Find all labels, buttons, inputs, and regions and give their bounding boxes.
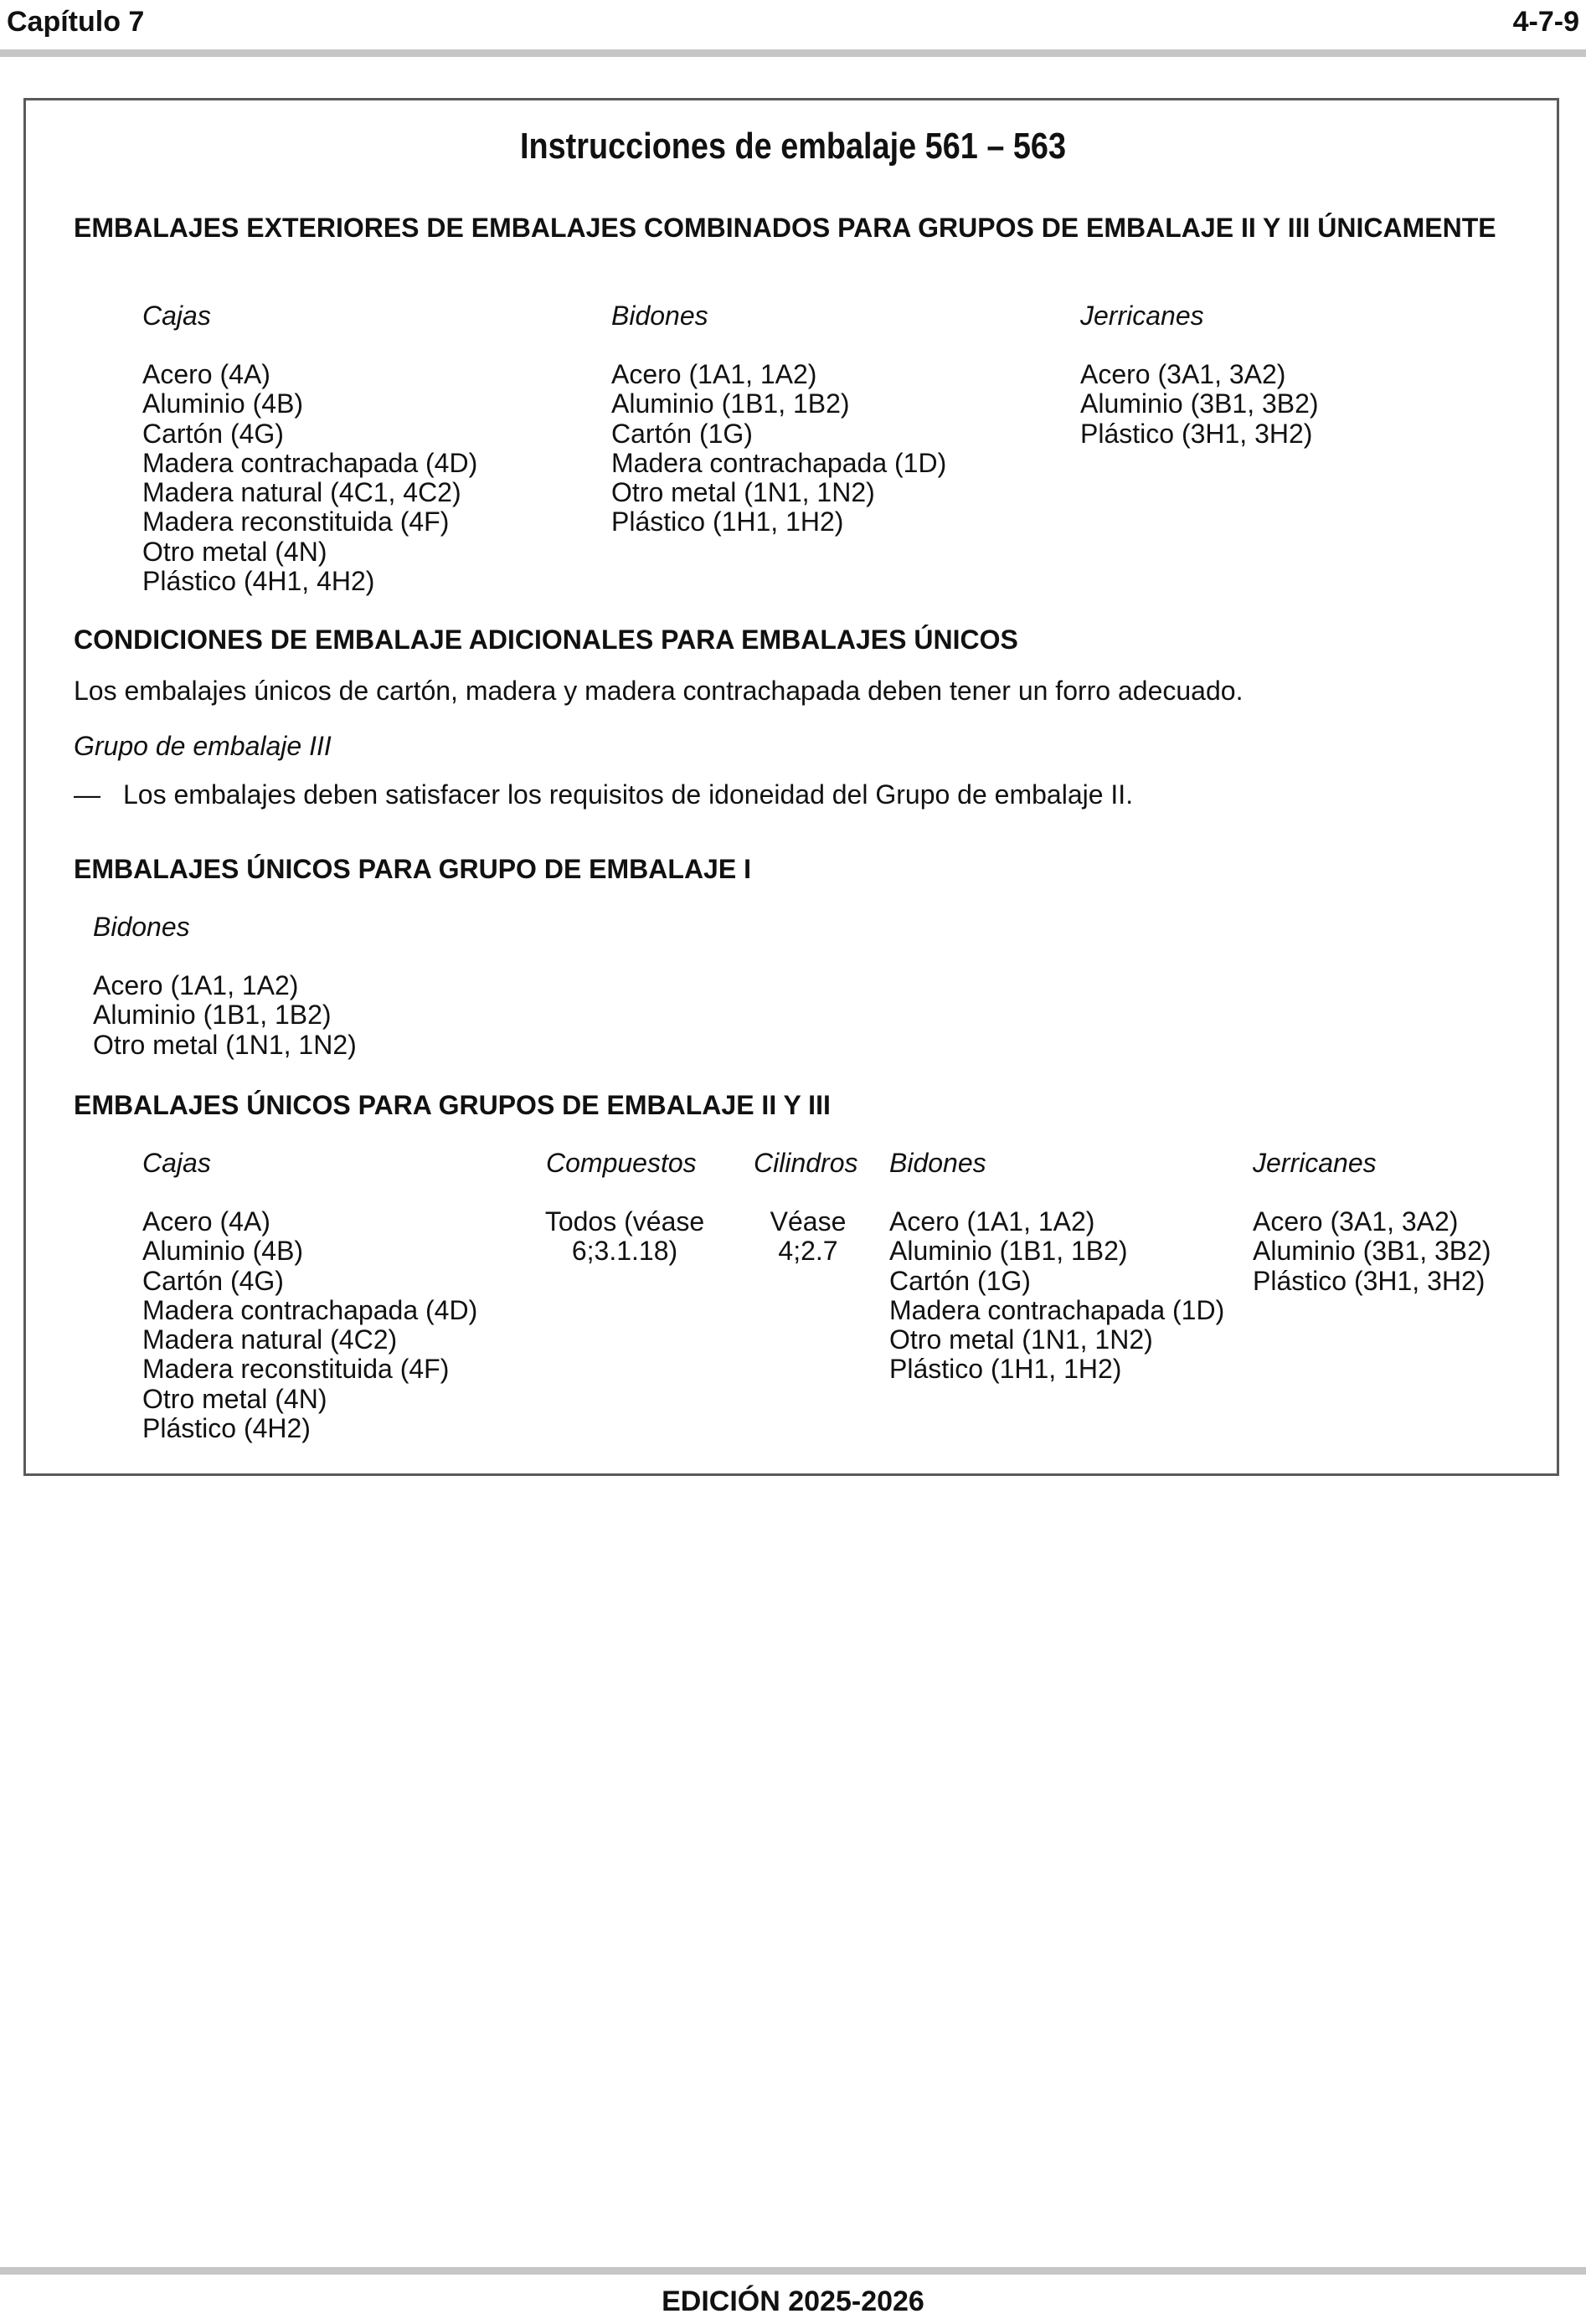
list-item: Cartón (4G) xyxy=(142,1265,284,1296)
list-item: Otro metal (1N1, 1N2) xyxy=(93,1029,357,1060)
footer-rule xyxy=(0,2267,1586,2275)
list-item: Madera reconstituida (4F) xyxy=(142,506,450,537)
list-item: Plástico (1H1, 1H2) xyxy=(611,506,844,537)
list-item: Madera contrachapada (1D) xyxy=(889,1294,1225,1325)
list-item: Acero (1A1, 1A2) xyxy=(611,359,817,389)
list-item: Acero (1A1, 1A2) xyxy=(93,970,299,1000)
list-item: Acero (1A1, 1A2) xyxy=(889,1206,1095,1237)
list-item: 4;2.7 xyxy=(778,1236,838,1267)
header-rule xyxy=(0,49,1586,57)
s1-col-cajas-label: Cajas xyxy=(142,301,211,331)
list-item: Madera contrachapada (4D) xyxy=(142,1294,478,1325)
s4-col-compuestos-label: Compuestos xyxy=(546,1148,697,1178)
s3-bidones-list xyxy=(93,971,357,1060)
s4-compuestos-list xyxy=(536,1207,713,1267)
section4-heading: EMBALAJES ÚNICOS PARA GRUPOS DE EMBALAJE II Y III xyxy=(74,1090,831,1120)
section2-heading: CONDICIONES DE EMBALAJE ADICIONALES PARA EMBALAJES ÚNICOS xyxy=(74,625,1018,655)
list-item: Aluminio (4B) xyxy=(142,388,304,419)
list-item: Cartón (4G) xyxy=(142,418,284,449)
list-item: Madera reconstituida (4F) xyxy=(142,1354,450,1385)
s1-bidones-list xyxy=(611,360,946,537)
section2-bullet: Los embalajes deben satisfacer los requisitos de idoneidad del Grupo de embalaje II. xyxy=(123,779,1134,810)
list-item: Cartón (1G) xyxy=(889,1265,1031,1296)
list-item: Plástico (1H1, 1H2) xyxy=(889,1354,1122,1385)
list-item: Acero (4A) xyxy=(142,1206,270,1237)
list-item: Plástico (3H1, 3H2) xyxy=(1080,418,1313,449)
list-item: Aluminio (1B1, 1B2) xyxy=(93,1000,332,1031)
section2-subheading: Grupo de embalaje III xyxy=(74,731,332,761)
list-item: Madera contrachapada (1D) xyxy=(611,447,947,478)
list-item: Otro metal (1N1, 1N2) xyxy=(611,477,875,508)
s1-col-jerricanes-label: Jerricanes xyxy=(1080,301,1204,331)
s4-cajas-list xyxy=(142,1207,477,1443)
list-item: Véase xyxy=(770,1206,847,1237)
list-item: Madera contrachapada (4D) xyxy=(142,447,478,478)
list-item: Madera natural (4C2) xyxy=(142,1324,398,1355)
chapter-label: Capítulo 7 xyxy=(7,6,145,38)
list-item: Todos (véase xyxy=(544,1206,705,1237)
list-item: Madera natural (4C1, 4C2) xyxy=(142,477,461,508)
edition-footer: EDICIÓN 2025-2026 xyxy=(662,2285,924,2317)
list-item: Acero (4A) xyxy=(142,359,270,389)
list-item: Acero (3A1, 3A2) xyxy=(1080,359,1286,389)
list-item: 6;3.1.18) xyxy=(571,1236,678,1267)
page-number: 4-7-9 xyxy=(1512,6,1579,38)
s1-cajas-list xyxy=(142,360,477,596)
page-title: Instrucciones de embalaje 561 – 563 xyxy=(519,126,1067,167)
s4-col-jerricanes-label: Jerricanes xyxy=(1253,1148,1377,1178)
list-item: Acero (3A1, 3A2) xyxy=(1253,1206,1459,1237)
section2-text: Los embalajes únicos de cartón, madera y madera contrachapada deben tener un forro adecuado. xyxy=(74,676,1244,706)
list-item: Plástico (4H2) xyxy=(142,1413,311,1444)
section3-heading: EMBALAJES ÚNICOS PARA GRUPO DE EMBALAJE I xyxy=(74,854,751,884)
section1-heading: EMBALAJES EXTERIORES DE EMBALAJES COMBINADOS PARA GRUPOS DE EMBALAJE II Y III ÚNICAMENTE xyxy=(74,213,1496,243)
s4-col-bidones-label: Bidones xyxy=(889,1148,986,1178)
list-item: Aluminio (4B) xyxy=(142,1236,304,1267)
list-item: Aluminio (1B1, 1B2) xyxy=(889,1236,1128,1267)
s1-jerricanes-list xyxy=(1080,360,1319,449)
s3-bidones-label: Bidones xyxy=(93,912,190,942)
s4-col-cajas-label: Cajas xyxy=(142,1148,211,1178)
s4-bidones-list xyxy=(889,1207,1224,1385)
list-item: Aluminio (3B1, 3B2) xyxy=(1253,1236,1491,1267)
list-item: Aluminio (3B1, 3B2) xyxy=(1080,388,1319,419)
list-item: Plástico (4H1, 4H2) xyxy=(142,566,375,597)
list-item: Aluminio (1B1, 1B2) xyxy=(611,388,850,419)
s4-col-cilindros-label: Cilindros xyxy=(754,1148,858,1178)
list-item: Otro metal (4N) xyxy=(142,1383,327,1414)
s1-col-bidones-label: Bidones xyxy=(611,301,708,331)
list-item: Plástico (3H1, 3H2) xyxy=(1253,1265,1486,1296)
s4-jerricanes-list xyxy=(1253,1207,1491,1296)
list-item: Otro metal (1N1, 1N2) xyxy=(889,1324,1153,1355)
list-item: Otro metal (4N) xyxy=(142,536,327,567)
list-item: Cartón (1G) xyxy=(611,418,753,449)
s4-cilindros-list xyxy=(754,1207,863,1267)
dash-mark: — xyxy=(74,779,100,810)
